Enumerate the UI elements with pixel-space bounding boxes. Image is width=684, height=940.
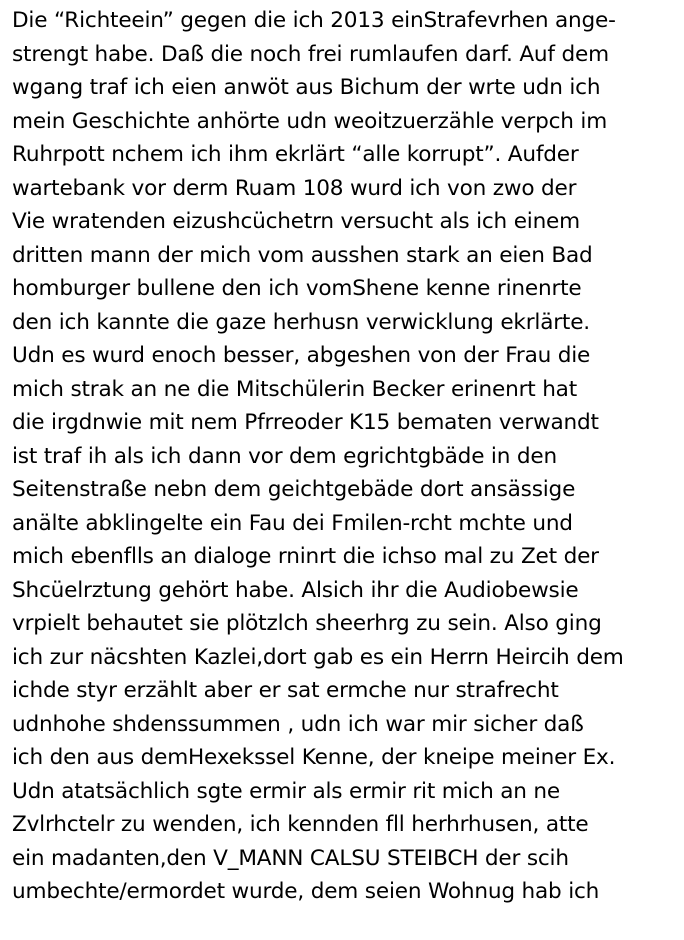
text-line: Udn es wurd enoch besser, abgeshen von der Frau die	[12, 343, 591, 368]
text-line: ichde styr erzählt aber er sat ermche nur strafrecht	[12, 678, 559, 703]
text-line: Die “Richteein” gegen die ich 2013 einStrafevrhen ange-	[12, 8, 616, 33]
text-line: mein Geschichte anhörte udn weoitzuerzähle verpch im	[12, 108, 608, 134]
text-line: umbechte/ermordet wurde, dem seien Wohnug hab ich	[12, 879, 600, 904]
text-line: mich ebenflls an dialoge rninrt die ichso mal zu Zet der	[12, 544, 599, 569]
text-line: dritten mann der mich vom ausshen stark an eien Bad	[12, 242, 593, 268]
text-line: Udn atatsächlich sgte ermir als ermir rit mich an ne	[12, 778, 560, 804]
text-line: wgang traf ich eien anwöt aus Bichum der wrte udn ich	[12, 75, 601, 100]
text-line: wartebank vor derm Ruam 108 wurd ich von zwo der	[12, 175, 577, 201]
text-line: Vie wratenden eizushcüchetrn versucht als ich einem	[12, 209, 580, 234]
text-line: mich strak an ne die Mitschülerin Becker erinenrt hat	[12, 376, 577, 402]
text-line: den ich kannte die gaze herhusn verwicklung ekrlärte.	[12, 309, 590, 335]
text-line: udnhohe shdenssummen , udn ich war mir sicher daß	[12, 711, 584, 737]
text-line: ein madanten,den V_MANN CALSU STEIBCH der scih	[12, 845, 569, 871]
text-line: ist traf ih als ich dann vor dem egrichtgbäde in den	[12, 443, 557, 469]
text-line: ich den aus demHexekssel Kenne, der kneipe meiner Ex.	[12, 745, 616, 770]
text-line: die irgdnwie mit nem Pfrreoder K15 bematen verwandt	[12, 410, 599, 435]
text-line: strengt habe. Daß die noch frei rumlaufen darf. Auf dem	[12, 41, 609, 67]
text-line: Shcüelrztung gehört habe. Alsich ihr die Audiobewsie	[12, 577, 579, 603]
text-line: anälte abklingelte ein Fau dei Fmilen-rcht mchte und	[12, 510, 573, 536]
text-line: Seitenstraße nebn dem geichtgebäde dort ansässige	[12, 477, 576, 502]
text-line: vrpielt behautet sie plötzlch sheerhrg zu sein. Also ging	[12, 611, 602, 636]
document-text-block	[12, 4, 680, 909]
text-line: homburger bullene den ich vomShene kenne rinenrte	[12, 276, 582, 301]
text-line: ich zur näcshten Kazlei,dort gab es ein Herrn Heircih dem	[12, 644, 624, 670]
text-line: Zvlrhctelr zu wenden, ich kennden fll herhrhusen, atte	[12, 812, 589, 837]
text-line: Ruhrpott nchem ich ihm ekrlärt “alle korrupt”. Aufder	[12, 142, 579, 167]
